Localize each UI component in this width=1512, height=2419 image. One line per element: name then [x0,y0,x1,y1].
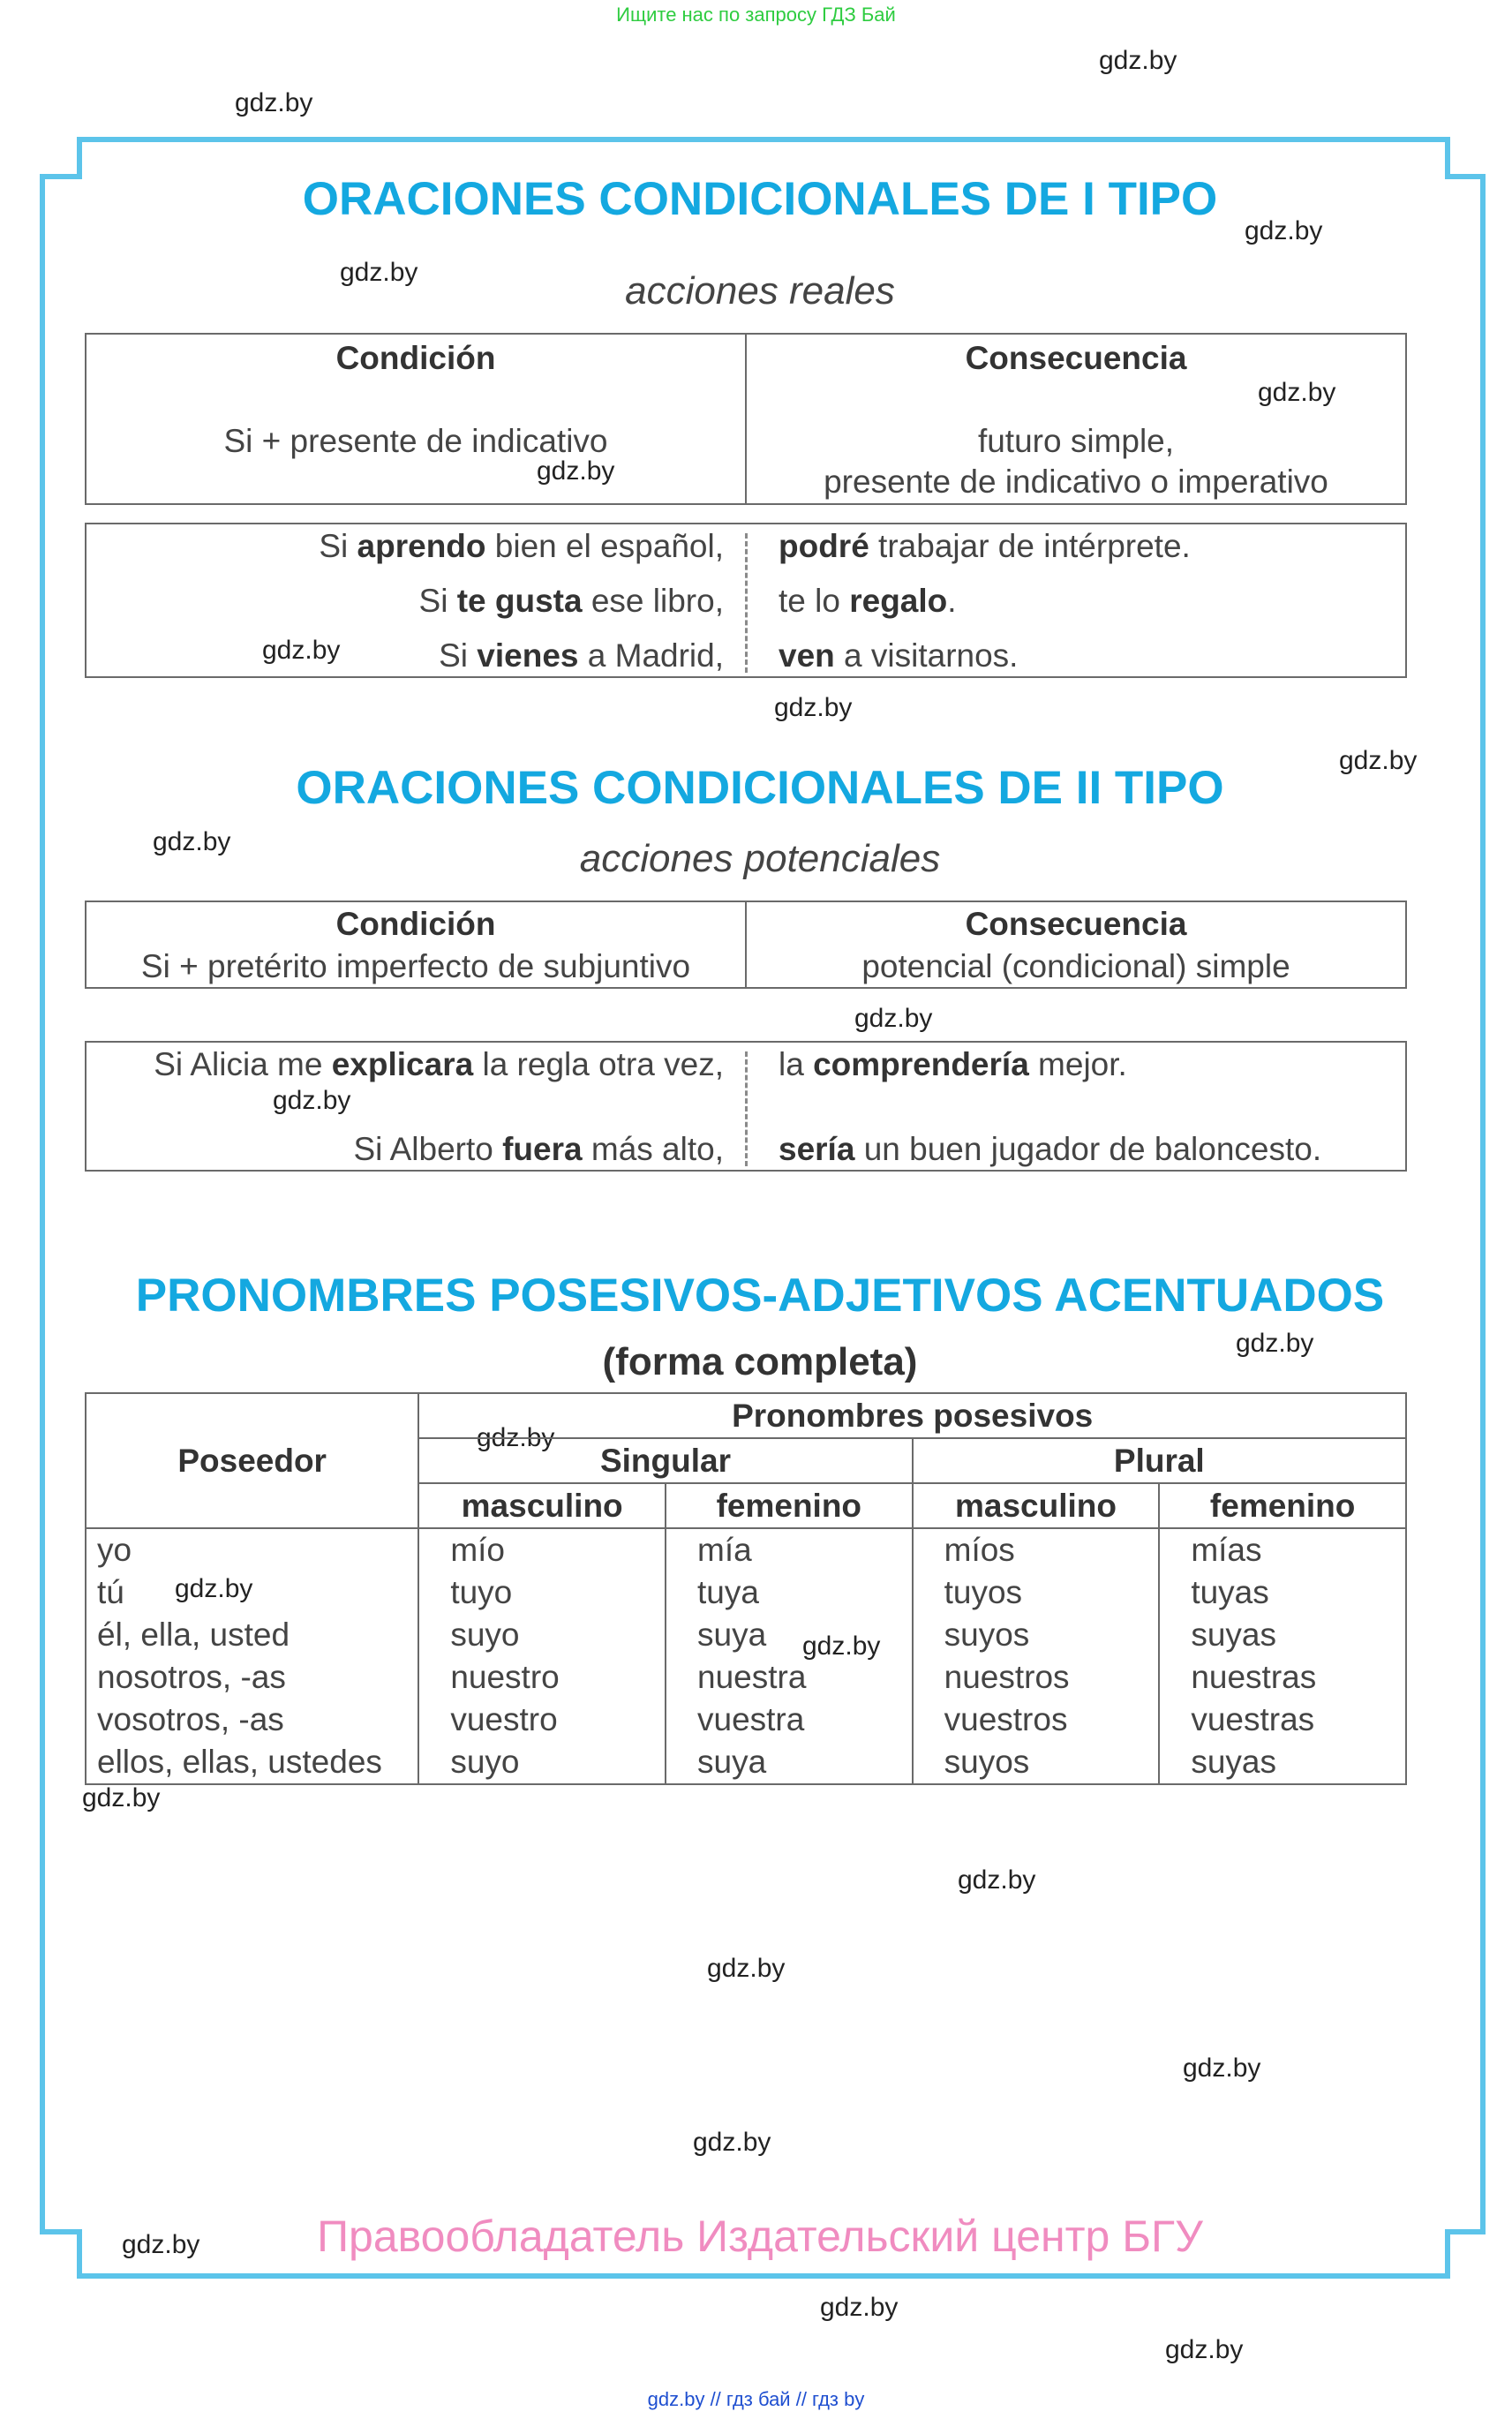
copyright-footer: Правообладатель Издательский центр БГУ [317,2212,1203,2261]
example-verb: ven [779,637,835,674]
masculino-header: masculino [913,1483,1160,1528]
watermark: gdz.by [707,1954,786,1983]
pronoun-cell: suyos [913,1614,1160,1656]
condicion-rule: Si + presente de indicativo [223,423,608,459]
example-condition [87,1046,724,1083]
condicion-header: Condición [335,906,496,942]
watermark: gdz.by [820,2293,899,2322]
pronoun-cell: nuestra [666,1656,913,1699]
example-text: ese libro, [582,583,724,619]
pronoun-cell: mías [1159,1528,1406,1571]
watermark: gdz.by [1183,2054,1261,2083]
example-verb: aprendo [357,528,486,564]
section2-rule-table [85,901,1407,989]
poseedor-header: Poseedor [86,1393,418,1528]
example-verb: podré [779,528,869,564]
poseedor-cell: yo [86,1528,418,1571]
example-condition [87,583,724,620]
consecuencia-header: Consecuencia [965,906,1187,942]
watermark: gdz.by [693,2128,771,2157]
example-text: te lo [779,583,850,619]
dashed-divider [745,533,748,673]
watermark: gdz.by [235,88,313,117]
pronoun-cell: suyo [418,1741,666,1784]
pronoun-cell: míos [913,1528,1160,1571]
condicion-header: Condición [335,340,496,376]
table-row [86,1699,1406,1741]
table-row [86,1528,1406,1571]
femenino-header: femenino [1159,1483,1406,1528]
pronoun-cell: vuestros [913,1699,1160,1741]
watermark: gdz.by [1165,2335,1244,2364]
poseedor-cell: él, ella, usted [86,1614,418,1656]
example-condition [87,528,724,565]
example-text: un buen jugador de baloncesto. [854,1131,1322,1167]
example-verb: regalo [849,583,948,619]
bottom-note: gdz.by // гдз бай // гдз by [647,2388,865,2410]
pronoun-cell: vuestra [666,1699,913,1741]
section1-rule-table [85,333,1407,505]
table-row [86,1656,1406,1699]
table-row [86,1614,1406,1656]
example-text: bien el español, [485,528,724,564]
example-verb: te gusta [456,583,583,619]
pronoun-cell: nuestros [913,1656,1160,1699]
pronoun-cell: vuestras [1159,1699,1406,1741]
section1-title: ORACIONES CONDICIONALES DE I TIPO [302,173,1218,225]
pronoun-cell: mía [666,1528,913,1571]
watermark: gdz.by [537,456,615,486]
pronoun-cell: suyos [913,1741,1160,1784]
section1-subtitle: acciones reales [625,269,895,313]
section1-examples-table [85,523,1407,678]
poseedor-cell: nosotros, -as [86,1656,418,1699]
example-text: Si Alicia me [154,1046,332,1082]
poseedor-cell: vosotros, -as [86,1699,418,1741]
possessive-pronouns-table [85,1392,1407,1785]
watermark: gdz.by [273,1086,351,1115]
pronoun-cell: suyas [1159,1741,1406,1784]
watermark: gdz.by [1258,378,1336,407]
watermark: gdz.by [262,636,341,665]
poseedor-cell: tú [86,1571,418,1614]
watermark: gdz.by [175,1574,253,1603]
pronoun-cell: mío [418,1528,666,1571]
watermark: gdz.by [854,1004,933,1033]
watermark: gdz.by [1339,746,1418,775]
example-verb: comprendería [813,1046,1029,1082]
watermark: gdz.by [153,827,231,856]
example-condition [87,637,724,674]
section2-subtitle: acciones potenciales [579,837,941,880]
example-verb: sería [779,1131,855,1167]
watermark: gdz.by [477,1423,555,1452]
femenino-header: femenino [666,1483,913,1528]
consecuencia-header: Consecuencia [965,340,1187,376]
table-row [86,1571,1406,1614]
watermark: gdz.by [958,1865,1036,1895]
example-consequence [779,583,957,620]
example-verb: explicara [331,1046,474,1082]
watermark: gdz.by [1236,1329,1314,1358]
watermark: gdz.by [1099,46,1177,75]
pronoun-cell: vuestro [418,1699,666,1741]
pronoun-cell: suya [666,1741,913,1784]
section3-subtitle: (forma completa) [602,1340,918,1383]
pronoun-cell: tuyo [418,1571,666,1614]
condicion-rule: Si + pretérito imperfecto de subjuntivo [140,948,691,984]
example-text: Si [418,583,457,619]
watermark: gdz.by [340,258,418,287]
watermark: gdz.by [802,1632,881,1661]
pronombres-header: Pronombres posesivos [418,1393,1406,1438]
watermark: gdz.by [122,2230,200,2259]
watermark: gdz.by [774,693,853,722]
dashed-divider [745,1051,748,1166]
example-text: Si Alberto [353,1131,503,1167]
consecuencia-rule-line2: presente de indicativo o imperativo [824,463,1328,500]
example-consequence [779,528,1191,565]
pronoun-cell: tuyas [1159,1571,1406,1614]
section3-title: PRONOMBRES POSESIVOS-ADJETIVOS ACENTUADOS [135,1270,1385,1322]
poseedor-cell: ellos, ellas, ustedes [86,1741,418,1784]
example-text: . [947,583,957,619]
singular-header: Singular [418,1438,912,1483]
example-text: a visitarnos. [834,637,1019,674]
pronoun-cell: suyo [418,1614,666,1656]
watermark: gdz.by [82,1783,161,1812]
pronoun-cell: suyas [1159,1614,1406,1656]
example-text: más alto, [582,1131,724,1167]
pronoun-cell: tuyos [913,1571,1160,1614]
example-text: a Madrid, [578,637,724,674]
consecuencia-rule-line1: futuro simple, [977,423,1175,459]
example-consequence [779,1131,1321,1168]
plural-header: Plural [913,1438,1406,1483]
pronoun-cell: nuestras [1159,1656,1406,1699]
masculino-header: masculino [418,1483,666,1528]
example-verb: fuera [502,1131,583,1167]
pronoun-cell: suya [666,1614,913,1656]
example-text: trabajar de intérprete. [869,528,1191,564]
example-consequence [779,637,1018,674]
section2-examples-table [85,1041,1407,1172]
table-row [86,1741,1406,1784]
example-text: la regla otra vez, [473,1046,724,1082]
pronoun-cell: nuestro [418,1656,666,1699]
watermark: gdz.by [1245,216,1323,245]
top-note: Ищите нас по запросу ГДЗ Бай [616,4,896,26]
pronoun-cell: tuya [666,1571,913,1614]
example-text: la [779,1046,814,1082]
example-text: Si [319,528,357,564]
example-text: mejor. [1028,1046,1127,1082]
example-consequence [779,1046,1127,1083]
section2-title: ORACIONES CONDICIONALES DE II TIPO [296,762,1224,814]
consecuencia-rule: potencial (condicional) simple [861,948,1290,984]
example-verb: vienes [477,637,579,674]
example-text: Si [439,637,478,674]
example-condition [87,1131,724,1168]
